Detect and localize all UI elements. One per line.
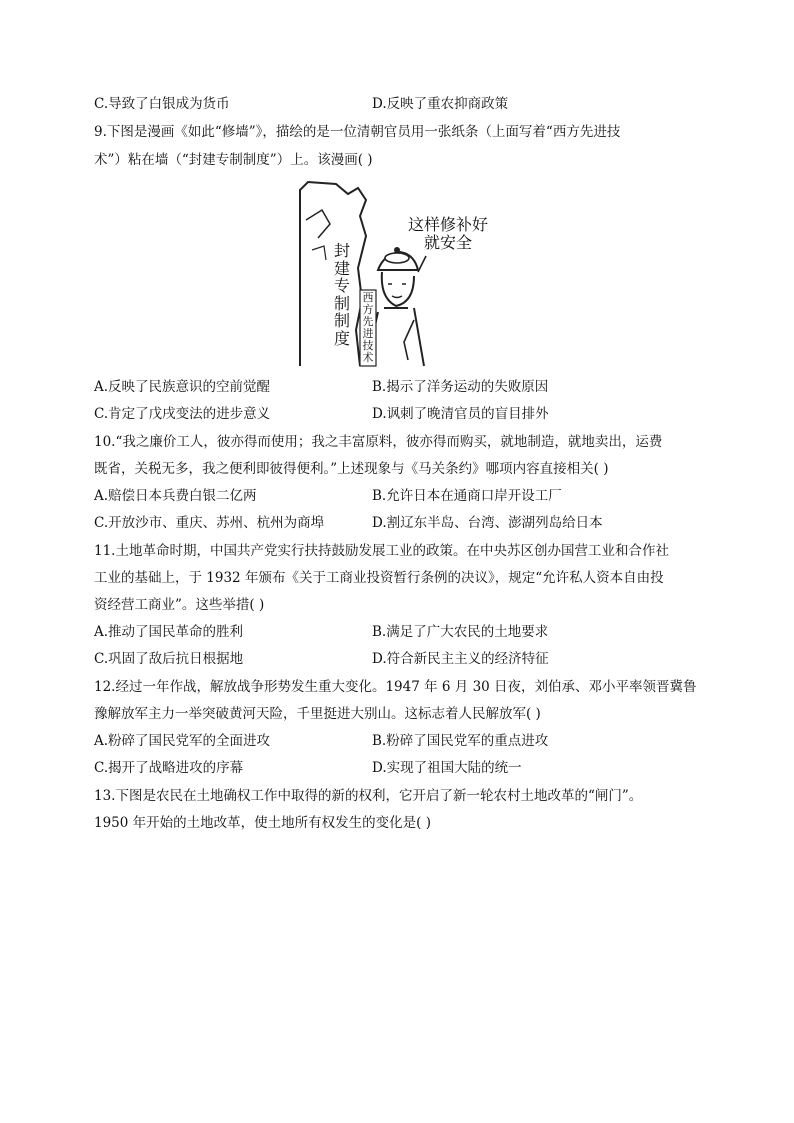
cartoon-illustration	[296, 180, 496, 368]
q10-option-b: B.允许日本在通商口岸开设工厂	[372, 488, 562, 504]
q12-option-b: B.粉碎了国民党军的重点进攻	[372, 733, 549, 749]
paper-char: 先	[362, 315, 374, 328]
q13-stem-line2: 1950 年开始的土地改革，使土地所有权发生的变化是( )	[94, 815, 431, 831]
q11-stem-line2: 工业的基础上，于 1932 年颁布《关于工商业投资暂行条例的决议》，规定“允许私人资本自由投	[94, 570, 664, 586]
q10-option-a: A.赔偿日本兵费白银二亿两	[94, 488, 257, 504]
wall-char: 封	[333, 241, 350, 260]
q9-stem-line1: 9.下图是漫画《如此“修墙”》，描绘的是一位清朝官员用一张纸条（上面写着“西方先进技	[94, 124, 621, 140]
q12-stem-line2: 豫解放军主力一举突破黄河天险，千里挺进大别山。这标志着人民解放军( )	[94, 706, 541, 722]
q9-option-d: D.讽刺了晚清官员的盲目排外	[372, 406, 549, 422]
q11-option-c: C.巩固了敌后抗日根据地	[94, 651, 244, 667]
wall-char: 度	[333, 328, 350, 348]
wall-char: 建	[333, 258, 350, 278]
q9-option-c: C.肯定了戊戌变法的进步意义	[94, 406, 271, 422]
paper-char: 技	[362, 339, 374, 352]
wall-char: 制	[333, 311, 350, 330]
q11-option-a: A.推动了国民革命的胜利	[94, 624, 244, 640]
q12-option-c: C.揭开了战略进攻的序幕	[94, 760, 244, 776]
paper-char: 术	[362, 351, 374, 364]
q10-option-c: C.开放沙市、重庆、苏州、杭州为商埠	[94, 515, 325, 531]
speech-line1: 这样修补好	[407, 215, 488, 234]
paper-char: 进	[362, 327, 374, 340]
q12-option-d: D.实现了祖国大陆的统一	[372, 760, 522, 776]
speech-line2: 就安全	[423, 233, 472, 252]
q10-option-d: D.割辽东半岛、台湾、澎湖列岛给日本	[372, 515, 603, 531]
q13-stem-line1: 13.下图是农民在土地确权工作中取得的新的权利，它开启了新一轮农村土地改革的“闸门”。	[94, 788, 643, 804]
q8-option-c: C.导致了白银成为货币	[94, 96, 230, 112]
q9-stem-line2: 术”）粘在墙（“封建专制制度”）上。该漫画( )	[94, 152, 373, 168]
q9-option-b: B.揭示了洋务运动的失败原因	[372, 379, 549, 395]
paper-char: 方	[362, 303, 374, 316]
q12-stem-line1: 12.经过一年作战，解放战争形势发生重大变化。1947 年 6 月 30 日夜，刘伯承、邓小平率领晋冀鲁	[94, 679, 697, 695]
wall-char: 专	[333, 276, 350, 295]
paper-char: 西	[362, 291, 374, 304]
cartoon-wall-text	[332, 242, 352, 347]
q9-cartoon	[296, 180, 496, 368]
q11-stem-line3: 资经营工商业”。这些举措( )	[94, 597, 265, 613]
cartoon-paper-text	[360, 292, 376, 364]
q12-option-a: A.粉碎了国民党军的全面进攻	[94, 733, 271, 749]
q10-stem-line1: 10.“我之廉价工人，彼亦得而使用；我之丰富原料，彼亦得而购买，就地制造，就地卖出，运费	[94, 434, 663, 450]
q8-option-d: D.反映了重农抑商政策	[372, 96, 509, 112]
cartoon-speech	[400, 216, 496, 252]
wall-char: 制	[333, 293, 350, 313]
q10-stem-line2: 既省，关税无多，我之便利即彼得便利。”上述现象与《马关条约》哪项内容直接相关( )	[94, 461, 609, 477]
q9-option-a: A.反映了民族意识的空前觉醒	[94, 379, 271, 395]
q11-option-d: D.符合新民主主义的经济特征	[372, 651, 549, 667]
q11-option-b: B.满足了广大农民的土地要求	[372, 624, 549, 640]
q11-stem-line1: 11.土地革命时期，中国共产党实行扶持鼓励发展工业的政策。在中央苏区创办国营工业和合作社	[94, 543, 669, 559]
